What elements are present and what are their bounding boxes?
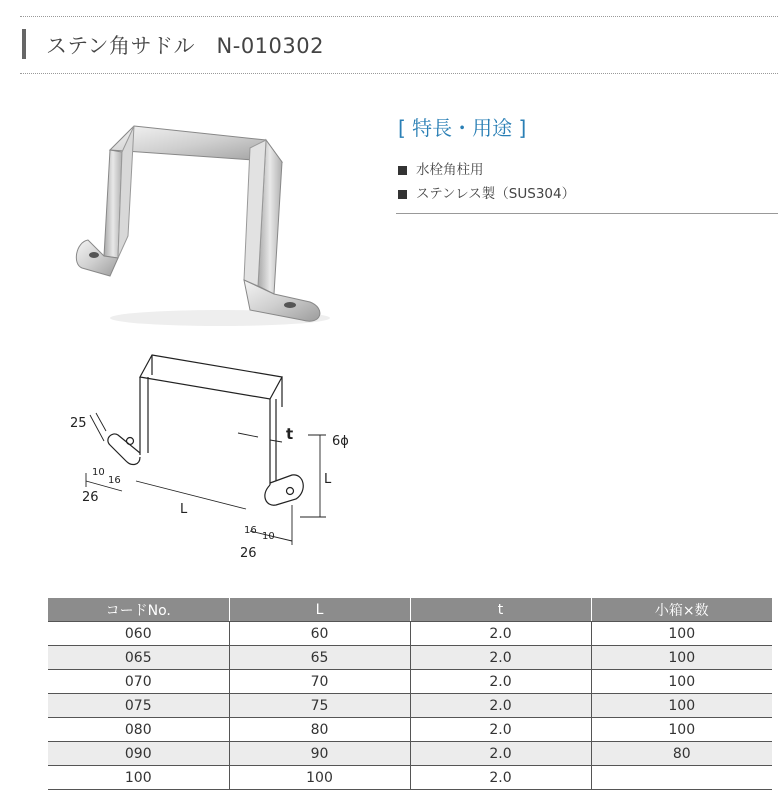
technical-drawing — [60, 345, 380, 570]
cell-box-qty: 100 — [591, 622, 772, 646]
column-header-box-qty: 小箱×数 — [591, 598, 772, 622]
drawing-label-25: 25 — [70, 416, 87, 431]
cell-t: 2.0 — [410, 622, 591, 646]
features-heading: [ 特長・用途 ] — [398, 116, 527, 140]
cell-L: 100 — [229, 766, 410, 790]
cell-box-qty: 100 — [591, 694, 772, 718]
feature-item-text: ステンレス製（SUS304） — [416, 186, 576, 202]
cell-code: 090 — [48, 742, 229, 766]
cell-box-qty: 100 — [591, 718, 772, 742]
drawing-label-t: t — [286, 425, 294, 443]
page-title: ステン角サドル N-010302 — [46, 34, 324, 58]
cell-L: 65 — [229, 646, 410, 670]
feature-item-text: 水栓角柱用 — [416, 162, 484, 178]
title-accent-bar — [22, 29, 26, 59]
column-header-L: L — [229, 598, 410, 622]
table-row — [48, 742, 772, 766]
cell-code: 060 — [48, 622, 229, 646]
column-header-t: t — [410, 598, 591, 622]
feature-item — [398, 182, 575, 206]
square-bullet-icon — [398, 190, 407, 199]
column-header-code: コードNo. — [48, 598, 229, 622]
table-row — [48, 670, 772, 694]
drawing-label-L-bottom: L — [180, 502, 188, 517]
feature-item — [398, 158, 575, 182]
title-top-divider — [20, 16, 778, 17]
cell-box-qty: 80 — [591, 742, 772, 766]
spec-table — [48, 598, 772, 790]
title-bottom-divider — [20, 73, 778, 74]
drawing-label-26-right: 26 — [240, 546, 257, 561]
cell-code: 065 — [48, 646, 229, 670]
cell-t: 2.0 — [410, 646, 591, 670]
cell-box-qty: 100 — [591, 646, 772, 670]
table-row — [48, 766, 772, 790]
cell-code: 075 — [48, 694, 229, 718]
cell-L: 90 — [229, 742, 410, 766]
table-row — [48, 718, 772, 742]
table-row — [48, 694, 772, 718]
cell-L: 75 — [229, 694, 410, 718]
cell-code: 070 — [48, 670, 229, 694]
cell-box-qty — [591, 766, 772, 790]
cell-L: 70 — [229, 670, 410, 694]
drawing-label-16-right: 16 — [244, 525, 257, 536]
table-row — [48, 622, 772, 646]
cell-code: 080 — [48, 718, 229, 742]
square-bullet-icon — [398, 166, 407, 175]
cell-L: 60 — [229, 622, 410, 646]
drawing-label-10-left: 10 — [92, 467, 105, 478]
drawing-label-26-left: 26 — [82, 490, 99, 505]
cell-box-qty: 100 — [591, 670, 772, 694]
cell-t: 2.0 — [410, 742, 591, 766]
cell-code: 100 — [48, 766, 229, 790]
cell-t: 2.0 — [410, 694, 591, 718]
cell-t: 2.0 — [410, 670, 591, 694]
drawing-label-16-left: 16 — [108, 475, 121, 486]
drawing-label-10-right: 10 — [262, 531, 275, 542]
feature-list — [398, 158, 575, 206]
table-row — [48, 646, 772, 670]
product-photo — [70, 118, 340, 330]
cell-t: 2.0 — [410, 718, 591, 742]
table-header-row — [48, 598, 772, 622]
drawing-label-phi: 6ϕ — [332, 434, 349, 449]
features-divider — [396, 213, 778, 214]
cell-L: 80 — [229, 718, 410, 742]
cell-t: 2.0 — [410, 766, 591, 790]
drawing-label-L-side: L — [324, 472, 332, 487]
